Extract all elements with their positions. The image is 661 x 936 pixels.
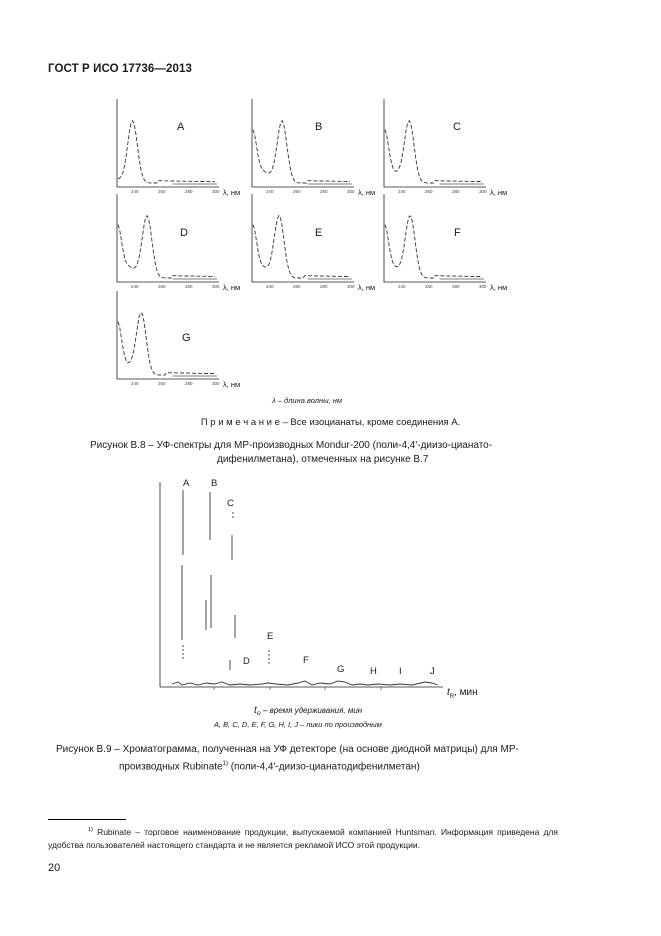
peak-label-g: G <box>337 664 345 675</box>
spectrum-tick-label: 300 <box>212 189 220 194</box>
spectrum-tick-label: 300 <box>212 381 220 386</box>
spectrum-tick-label: 300 <box>347 284 355 289</box>
spectrum-tick-label: 260 <box>158 381 166 386</box>
spectrum-x-label: λ, нм <box>223 188 241 197</box>
peak-label-f: F <box>303 655 309 666</box>
page-number: 20 <box>48 862 61 874</box>
peak-label-e: E <box>267 631 274 642</box>
spectrum-tick-label: 240 <box>398 284 406 289</box>
baseline-trace <box>172 681 438 685</box>
spectrum-tick-label: 280 <box>185 284 193 289</box>
figure-b9-caption <box>56 743 616 774</box>
spectrum-x-label: λ, нм <box>223 380 241 389</box>
peak-label-c: C <box>227 498 234 509</box>
spectrum-x-label: λ, нм <box>358 283 376 292</box>
figure-b8-line1: Рисунок В.8 – УФ-спектры для МР-производных Mondur-200 (поли-4,4'-диизо-цианато- <box>90 440 493 451</box>
footnote: $^{1)}$ Rubinate – торговое наименование продукции, выпускаемой компанией Huntsman. Информация приведена для удобства пользователей настоящего стандарта и не является рекламой ИСО этой продукции. <box>48 826 558 850</box>
spectrum-panel-label: G <box>182 332 191 344</box>
document-header: ГОСТ Р ИСО 17736—2013 <box>48 63 193 75</box>
spectrum-x-label: λ, нм <box>490 188 508 197</box>
spectrum-tick-label: 300 <box>479 189 487 194</box>
spectrum-tick-label: 260 <box>158 284 166 289</box>
spectrum-tick-label: 240 <box>266 189 274 194</box>
figure-b8-line2: дифенилметана), отмеченных на рисунке В.7 <box>217 454 429 465</box>
peak-label-a: A <box>183 478 190 489</box>
figure-note: П р и м е ч а н и е – Все изоцианаты, кроме соединения А. <box>200 417 461 428</box>
spectrum-tick-label: 280 <box>320 189 328 194</box>
spectrum-tick-label: 240 <box>398 189 406 194</box>
figure-b9-line1: Рисунок В.9 – Хроматограмма, полученная на УФ детекторе (на основе диодной матрицы) для МР- <box>56 744 519 755</box>
spectrum-tick-label: 280 <box>185 381 193 386</box>
retention-time-caption: $t_R$ – время удерживания, мин <box>254 705 363 718</box>
spectrum-tick-label: 240 <box>266 284 274 289</box>
peak-legend-caption: A, B, C, D, E, F, G, H, I, J – пики по производным <box>214 720 382 729</box>
figure-b9-line2: производных Rubinate$^{1)}$ (поли-4,4'-диизо-цианатодифенилметан) <box>119 761 420 773</box>
spectrum-tick-label: 260 <box>425 284 433 289</box>
spectrum-tick-label: 280 <box>452 284 460 289</box>
peak-label-d: D <box>243 656 250 667</box>
spectrum-tick-label: 260 <box>158 189 166 194</box>
spectrum-tick-label: 280 <box>320 284 328 289</box>
spectrum-tick-label: 240 <box>131 284 139 289</box>
spectrum-x-label: λ, нм <box>490 283 508 292</box>
peak-label-i: I <box>399 666 402 677</box>
spectrum-panel-label: C <box>453 121 461 133</box>
footnote-separator <box>48 819 126 820</box>
spectrum-tick-label: 300 <box>212 284 220 289</box>
wavelength-caption: λ – длина волны, нм <box>272 396 343 405</box>
chrom-x-axis-label: $t_R$, мин <box>447 687 478 700</box>
spectrum-tick-label: 260 <box>293 284 301 289</box>
spectrum-tick-label: 240 <box>131 381 139 386</box>
spectrum-tick-label: 300 <box>479 284 487 289</box>
spectrum-tick-label: 240 <box>131 189 139 194</box>
peak-label-j: J <box>430 666 435 677</box>
spectrum-panel-label: B <box>315 121 323 133</box>
peak-label-h: H <box>370 666 377 677</box>
spectrum-tick-label: 280 <box>185 189 193 194</box>
spectrum-panel-label: A <box>177 121 185 133</box>
spectrum-panel-label: F <box>454 227 461 239</box>
spectrum-x-label: λ, нм <box>358 188 376 197</box>
spectrum-tick-label: 260 <box>425 189 433 194</box>
peak-label-b: B <box>211 478 218 489</box>
spectrum-x-label: λ, нм <box>223 283 241 292</box>
spectrum-tick-label: 260 <box>293 189 301 194</box>
spectrum-panel-label: E <box>315 227 323 239</box>
spectrum-panel-label: D <box>180 227 188 239</box>
spectrum-tick-label: 300 <box>347 189 355 194</box>
spectrum-tick-label: 280 <box>452 189 460 194</box>
